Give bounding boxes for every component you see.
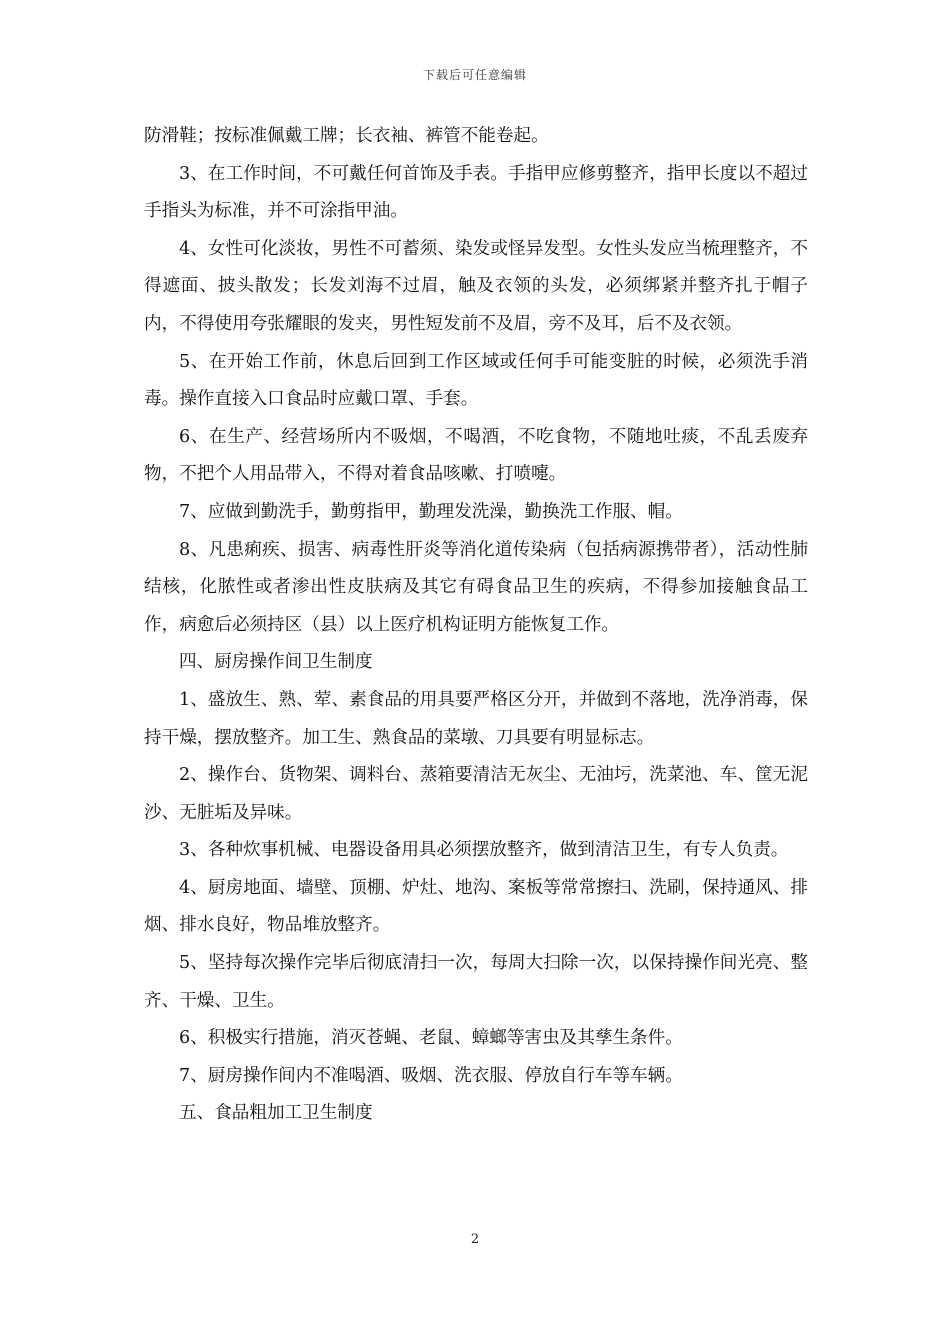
paragraph: 6、积极实行措施，消灭苍蝇、老鼠、蟑螂等害虫及其孳生条件。 <box>179 1028 683 1049</box>
paragraph: 3、各种炊事机械、电器设备用具必须摆放整齐，做到清洁卫生，有专人负责。 <box>179 840 789 861</box>
paragraph: 7、厨房操作间内不准喝酒、吸烟、洗衣服、停放自行车等车辆。 <box>179 1065 683 1086</box>
paragraph: 7、应做到勤洗手，勤剪指甲，勤理发洗澡，勤换洗工作服、帽。 <box>179 501 683 522</box>
paragraph: 5、在开始工作前，休息后回到工作区域或任何手可能变脏的时候，必须洗手消毒。操作直接入口食品时应戴口罩、手套。 <box>144 351 808 410</box>
paragraph: 4、女性可化淡妆，男性不可蓄须、染发或怪异发型。女性头发应当梳理整齐，不得遮面、披头散发；长发刘海不过眉，触及衣领的头发，必须绑紧并整齐扎于帽子内，不得使用夸张耀眼的发夹，男性短发前不及眉，旁不及耳，后不及衣领。 <box>144 238 808 334</box>
paragraph: 8、凡患痢疾、损害、病毒性肝炎等消化道传染病（包括病源携带者），活动性肺结核，化脓性或者渗出性皮肤病及其它有碍食品卫生的疾病，不得参加接触食品工作，病愈后必须持区（县）以上医疗机构证明方能恢复工作。 <box>144 539 808 635</box>
page-header-note: 下载后可任意编辑 <box>422 68 527 82</box>
document-body <box>144 118 808 1133</box>
paragraph: 2、操作台、货物架、调料台、蒸箱要清洁无灰尘、无油圬，洗菜池、车、筐无泥沙、无脏垢及异味。 <box>144 765 808 823</box>
section-heading: 五、食品粗加工卫生制度 <box>179 1103 373 1124</box>
paragraph: 4、厨房地面、墙壁、顶棚、炉灶、地沟、案板等常常擦扫、洗刷，保持通风、排烟、排水良好，物品堆放整齐。 <box>144 877 808 936</box>
page-number: 2 <box>470 1232 480 1247</box>
paragraph: 6、在生产、经营场所内不吸烟，不喝酒，不吃食物，不随地吐痰，不乱丢废弃物，不把个人用品带入，不得对着食品咳嗽、打喷嚏。 <box>144 426 808 485</box>
paragraph: 防滑鞋；按标准佩戴工牌；长衣袖、裤管不能卷起。 <box>144 126 549 146</box>
paragraph: 1、盛放生、熟、荤、素食品的用具要严格区分开，并做到不落地，洗净消毒，保持干燥，摆放整齐。加工生、熟食品的菜墩、刀具要有明显标志。 <box>144 689 808 748</box>
paragraph: 5、坚持每次操作完毕后彻底清扫一次，每周大扫除一次，以保持操作间光亮、整齐、干燥、卫生。 <box>144 953 808 1011</box>
paragraph: 3、在工作时间，不可戴任何首饰及手表。手指甲应修剪整齐，指甲长度以不超过手指头为标准，并不可涂指甲油。 <box>144 163 808 222</box>
section-heading: 四、厨房操作间卫生制度 <box>179 652 373 673</box>
